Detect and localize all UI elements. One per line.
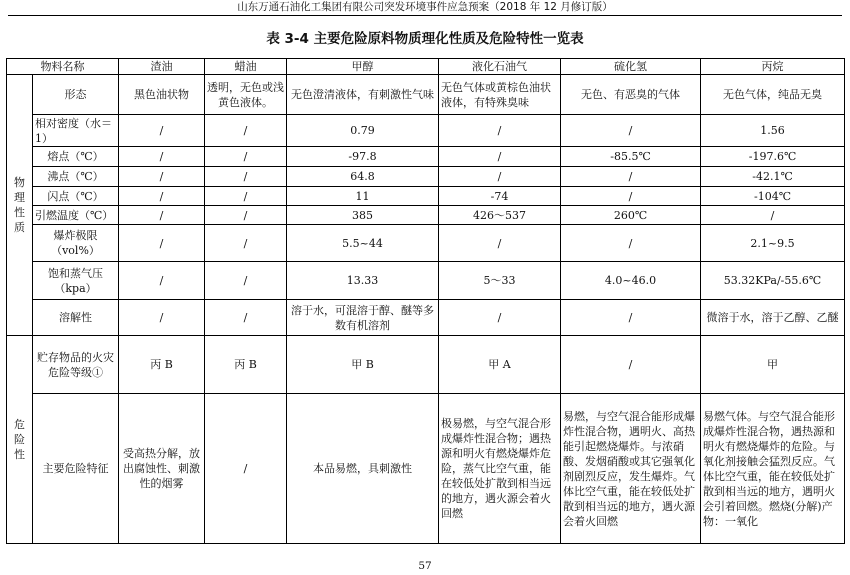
table-cell: / <box>205 187 287 206</box>
row-label: 爆炸极限（vol%） <box>33 225 119 262</box>
table-row <box>7 225 845 262</box>
properties-table <box>6 58 845 544</box>
table-cell: / <box>119 300 205 336</box>
table-cell: 微溶于水，溶于乙醇、乙醚 <box>701 300 845 336</box>
table-cell: 透明，无色或浅黄色液体。 <box>205 75 287 115</box>
header-rule <box>8 15 842 16</box>
table-cell: 易燃，与空气混合能形成爆炸性混合物，遇明火、高热能引起燃烧爆炸。与浓硝酸、发烟硝酸或其它强氧化剂剧烈反应，发生爆炸。气体比空气重，能在较低处扩散到相当远的地方，遇火源会着火回燃 <box>561 394 701 544</box>
table-cell: 5～33 <box>439 262 561 300</box>
table-cell: 53.32KPa/-55.6℃ <box>701 262 845 300</box>
column-header: 丙烷 <box>701 59 845 75</box>
table-cell: / <box>119 167 205 187</box>
table-row <box>7 262 845 300</box>
table-row <box>7 336 845 394</box>
table-cell: / <box>561 336 701 394</box>
table-cell: 2.1~9.5 <box>701 225 845 262</box>
table-cell: 黑色油状物 <box>119 75 205 115</box>
table-row <box>7 115 845 147</box>
table-cell: 13.33 <box>287 262 439 300</box>
table-row <box>7 300 845 336</box>
table-cell: / <box>205 206 287 225</box>
column-header: 物料名称 <box>7 59 119 75</box>
header-row <box>7 59 845 75</box>
table-row <box>7 75 845 115</box>
table-cell: / <box>119 115 205 147</box>
table-cell: / <box>119 206 205 225</box>
table-cell: 溶于水，可混溶于醇、醚等多数有机溶剂 <box>287 300 439 336</box>
row-label: 熔点（℃） <box>33 147 119 167</box>
table-cell: -197.6℃ <box>701 147 845 167</box>
table-cell: / <box>701 206 845 225</box>
column-header: 硫化氢 <box>561 59 701 75</box>
table-cell: 甲 A <box>439 336 561 394</box>
table-row <box>7 167 845 187</box>
table-cell: 无色气体或黄棕色油状液体，有特殊臭味 <box>439 75 561 115</box>
table-cell: / <box>119 262 205 300</box>
table-cell: / <box>205 394 287 544</box>
table-row <box>7 187 845 206</box>
table-cell: / <box>205 115 287 147</box>
table-cell: 5.5~44 <box>287 225 439 262</box>
table-cell: / <box>561 167 701 187</box>
table-cell: -42.1℃ <box>701 167 845 187</box>
table-cell: / <box>439 167 561 187</box>
row-label: 闪点（℃） <box>33 187 119 206</box>
row-label: 引燃温度（℃） <box>33 206 119 225</box>
page-number: 57 <box>418 560 432 572</box>
table-row <box>7 394 845 544</box>
table-cell: 无色澄清液体，有刺激性气味 <box>287 75 439 115</box>
table-cell: -85.5℃ <box>561 147 701 167</box>
row-label: 相对密度（水＝1） <box>33 115 119 147</box>
table-cell: 11 <box>287 187 439 206</box>
document-header: 山东万通石油化工集团有限公司突发环境事件应急预案（2018 年 12 月修订版） <box>237 1 613 13</box>
table-cell: 260℃ <box>561 206 701 225</box>
table-cell: 0.79 <box>287 115 439 147</box>
column-header: 液化石油气 <box>439 59 561 75</box>
table-cell: 甲 <box>701 336 845 394</box>
table-cell: 甲 B <box>287 336 439 394</box>
table-cell: 易燃气体。与空气混合能形成爆炸性混合物，遇热源和明火有燃烧爆炸的危险。与氧化剂接触会猛烈反应。气体比空气重，能在较低处扩散到相当远的地方，遇明火会引着回燃。燃烧(分解)产物：一氧化 <box>701 394 845 544</box>
table-row <box>7 147 845 167</box>
table-cell: / <box>561 115 701 147</box>
table-cell: -104℃ <box>701 187 845 206</box>
table-row <box>7 206 845 225</box>
table-cell: -74 <box>439 187 561 206</box>
row-label: 形态 <box>33 75 119 115</box>
table-cell: 丙 B <box>119 336 205 394</box>
table-cell: 4.0~46.0 <box>561 262 701 300</box>
table-cell: / <box>205 167 287 187</box>
table-cell: / <box>205 147 287 167</box>
group-label-physical: 物理性质 <box>7 75 33 336</box>
table-cell: / <box>439 147 561 167</box>
table-cell: / <box>561 187 701 206</box>
table-cell: 丙 B <box>205 336 287 394</box>
column-header: 蜡油 <box>205 59 287 75</box>
row-label: 主要危险特征 <box>33 394 119 544</box>
table-cell: / <box>205 300 287 336</box>
table-cell: / <box>205 225 287 262</box>
table-cell: -97.8 <box>287 147 439 167</box>
table-cell: / <box>439 225 561 262</box>
table-cell: 426～537 <box>439 206 561 225</box>
row-label: 贮存物品的火灾危险等级① <box>33 336 119 394</box>
table-cell: / <box>439 115 561 147</box>
column-header: 渣油 <box>119 59 205 75</box>
row-label: 饱和蒸气压（kpa） <box>33 262 119 300</box>
table-cell: / <box>561 300 701 336</box>
table-cell: / <box>119 147 205 167</box>
column-header: 甲醇 <box>287 59 439 75</box>
table-cell: 极易燃，与空气混合形成爆炸性混合物；遇热源和明火有燃烧爆炸危险，蒸气比空气重，能在较低处扩散到相当远的地方，遇火源会着火回燃 <box>439 394 561 544</box>
table-cell: 385 <box>287 206 439 225</box>
row-label: 溶解性 <box>33 300 119 336</box>
table-cell: 1.56 <box>701 115 845 147</box>
table-cell: / <box>205 262 287 300</box>
row-label: 沸点（℃） <box>33 167 119 187</box>
table-cell: 64.8 <box>287 167 439 187</box>
group-label-hazard: 危险性 <box>7 336 33 544</box>
table-caption: 表 3-4 主要危险原料物质理化性质及危险特性一览表 <box>266 31 584 47</box>
table-cell: 无色、有恶臭的气体 <box>561 75 701 115</box>
table-cell: 无色气体，纯品无臭 <box>701 75 845 115</box>
table-cell: / <box>561 225 701 262</box>
table-cell: / <box>119 225 205 262</box>
table-cell: 受高热分解，放出腐蚀性、刺激性的烟雾 <box>119 394 205 544</box>
table-cell: / <box>439 300 561 336</box>
table-cell: 本品易燃，具刺激性 <box>287 394 439 544</box>
table-cell: / <box>119 187 205 206</box>
